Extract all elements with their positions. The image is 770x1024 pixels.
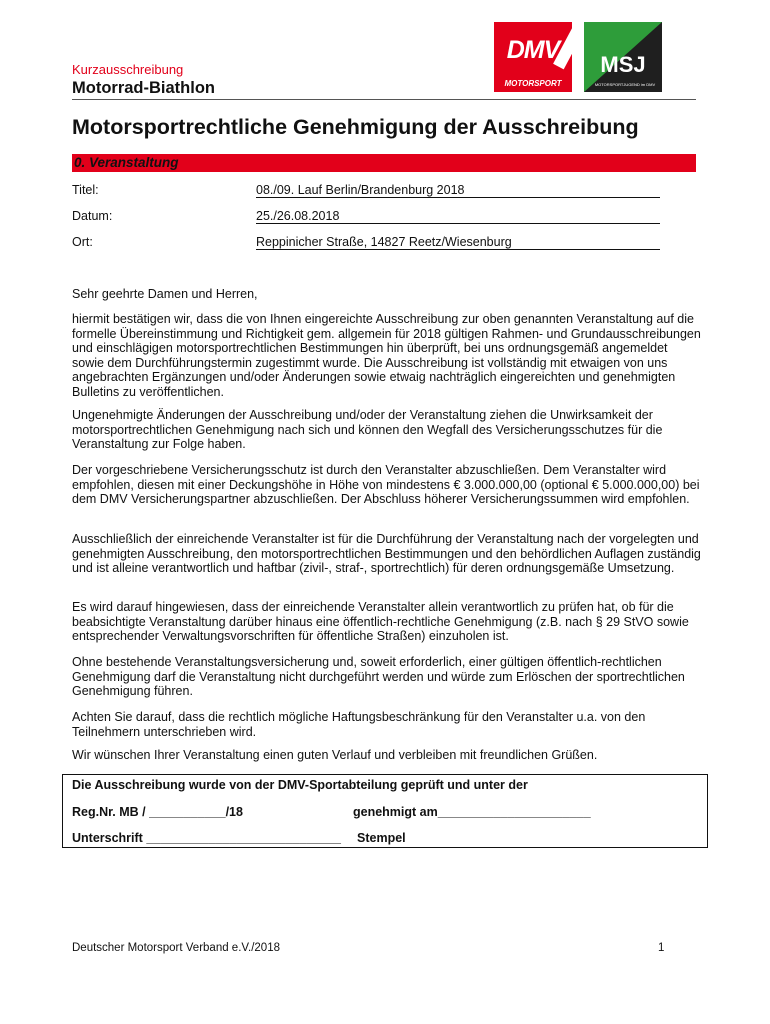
dmv-logo-text: DMV (506, 36, 560, 64)
approval-box (62, 774, 708, 848)
paragraph: Wir wünschen Ihrer Veranstaltung einen guten Verlauf und verbleiben mit freundlichen Grüßen. (72, 748, 598, 762)
field-label-datum: Datum: (72, 209, 113, 223)
msj-logo-subtext: MOTORSPORTJUGEND im DMV (594, 82, 656, 87)
page-number: 1 (658, 942, 665, 954)
section-heading: 0. Veranstaltung (74, 155, 179, 170)
footer-publisher: Deutscher Motorsport Verband e.V./2018 (72, 942, 280, 954)
header-divider (72, 99, 696, 100)
section-heading-bar (72, 154, 696, 172)
signature-field: Unterschrift ____________________________ (72, 831, 341, 845)
paragraph: Es wird darauf hingewiesen, dass der einreichende Veranstalter allein verantwortlich zu prüfen hat, ob für die beabsichtigte Veranstaltung darüber hinaus eine öffentlich-rechtliche Genehmigung (z.B. nach § 29 StVO sowie entsprechender Verwaltungsvorschriften für öffentliche Straßen) einzuholen ist. (72, 600, 689, 643)
stamp-label: Stempel (357, 831, 406, 845)
dmv-logo-subtext: MOTORSPORT (504, 79, 562, 88)
field-value-titel: 08./09. Lauf Berlin/Brandenburg 2018 (256, 183, 660, 198)
msj-logo (584, 22, 662, 92)
paragraph: Ohne bestehende Veranstaltungsversicherung und, soweit erforderlich, einer gültigen öffentlich-rechtlichen Genehmigung darf die Veranstaltung nicht durchgeführt werden und würde zum Erlöschen der sportrechtlichen Genehmigung führen. (72, 655, 685, 698)
paragraph: Der vorgeschriebene Versicherungsschutz ist durch den Veranstalter abzuschließen. Dem Veranstalter wird empfohlen, diesen mit einer Deckungshöhe in Höhe von mindestens € 3.000.000,00 (optional € 5.000.000,00) bei dem DMV Versicherungspartner abzuschließen. Der Abschluss höherer Versicherungssummen wird empfohlen. (72, 463, 700, 506)
event-type-heading: Motorrad-Biathlon (72, 79, 215, 97)
field-value-ort: Reppinicher Straße, 14827 Reetz/Wiesenburg (256, 235, 660, 250)
paragraph: Ausschließlich der einreichende Veranstalter ist für die Durchführung der Veranstaltung nach der vorgelegten und genehmigten Ausschreibung, den motorsportrechtlichen Bestimmungen und den behördlichen Auflagen zuständig und ist alleine verantwortlich und haftbar (zivil-, straf-, sportrechtlich) für deren ordnungsgemäße Umsetzung. (72, 532, 701, 575)
paragraph: Achten Sie darauf, dass die rechtlich mögliche Haftungsbeschränkung für den Veranstalter u.a. von den Teilnehmern unterschrieben wird. (72, 710, 646, 739)
approval-date-field: genehmigt am______________________ (353, 805, 591, 819)
paragraph: Ungenehmigte Änderungen der Ausschreibung und/oder der Veranstaltung ziehen die Unwirksamkeit der motorsportrechtlichen Genehmigung nach sich und können den Wegfall des Versicherungsschutzes für die Veranstaltung zur Folge haben. (72, 408, 663, 451)
paragraph: hiermit bestätigen wir, dass die von Ihnen eingereichte Ausschreibung zur oben genannten Veranstaltung auf die formelle Übereinstimmung und Richtigkeit gem. allgemein für 2018 gültigen Rahmen- und Grundausschreibungen und einschlägigen motorsportrechtlichen Bestimmungen hin überprüft, bei uns ordnungsgemäß angemeldet sowie dem Durchführungstermin zugestimmt wurde. Die Ausschreibung ist vollständig mit etwaigen von uns angebrachten Ergänzungen und/oder Änderungen sowie etwaig nachträglich eingereichten und genehmigten Bulletins zu veröffentlichen. (72, 312, 701, 399)
greeting: Sehr geehrte Damen und Herren, (72, 287, 258, 301)
field-value-datum: 25./26.08.2018 (256, 209, 660, 224)
page-title: Motorsportrechtliche Genehmigung der Ausschreibung (72, 115, 639, 139)
msj-logo-text: MSJ (600, 52, 646, 77)
field-label-ort: Ort: (72, 235, 93, 249)
approval-heading: Die Ausschreibung wurde von der DMV-Sportabteilung geprüft und unter der (72, 778, 528, 792)
dmv-logo (494, 22, 572, 92)
document-kicker: Kurzausschreibung (72, 62, 184, 77)
registration-number-field: Reg.Nr. MB / ___________/18 (72, 805, 243, 819)
field-label-titel: Titel: (72, 183, 99, 197)
